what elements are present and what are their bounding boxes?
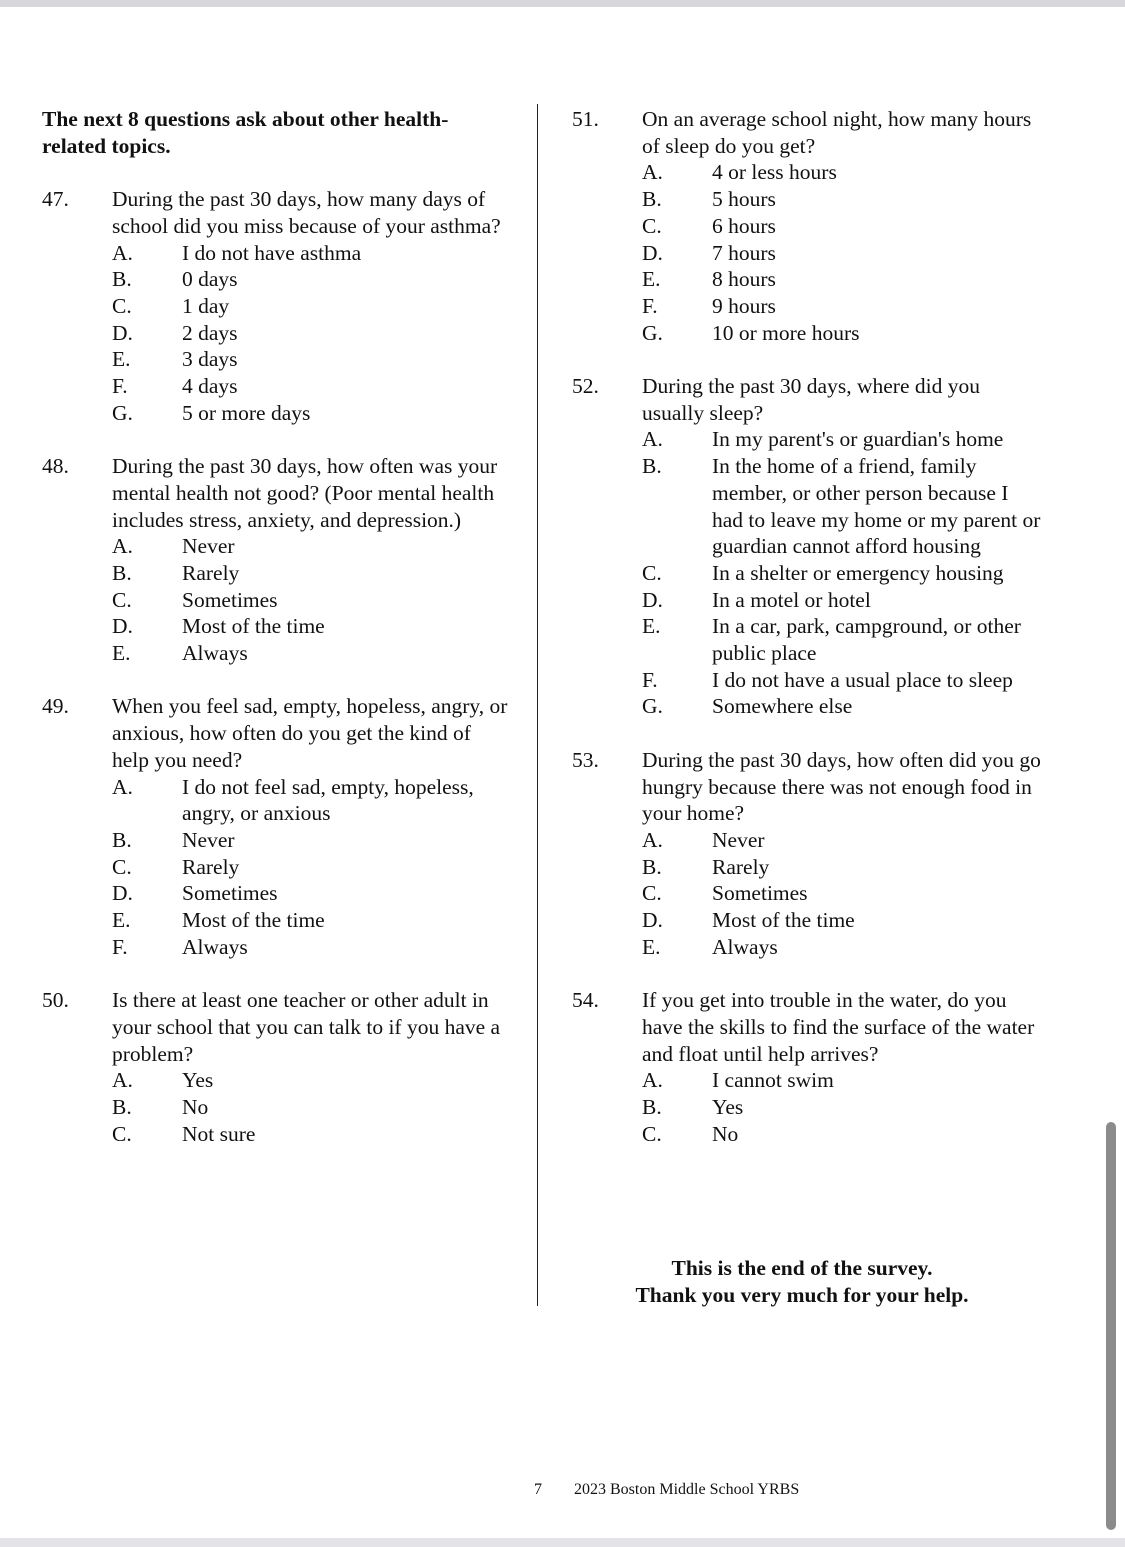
option-text: 5 or more days: [182, 400, 311, 425]
option-text: In my parent's or guardian's home: [712, 427, 1004, 452]
answer-option: [42, 266, 512, 293]
answer-option: [42, 346, 512, 373]
question-54: [572, 987, 1042, 1147]
option-letter: C.: [112, 854, 132, 879]
option-text: Always: [182, 641, 248, 666]
answer-option: [572, 1067, 1042, 1094]
question-number: 52.: [572, 374, 599, 399]
question-number: 49.: [42, 694, 69, 719]
option-letter: A.: [112, 774, 133, 799]
option-text: Always: [712, 934, 778, 959]
option-text: In a car, park, campground, or other public place: [712, 614, 1021, 666]
answer-option: [572, 426, 1042, 453]
right-questions: [572, 106, 1042, 1147]
column-divider: [537, 104, 538, 1306]
option-letter: D.: [112, 614, 133, 639]
option-letter: G.: [112, 400, 133, 425]
answer-option: [572, 1094, 1042, 1121]
question-number: 53.: [572, 747, 599, 772]
option-text: I do not feel sad, empty, hopeless, angry, or anxious: [182, 774, 474, 826]
option-letter: F.: [112, 374, 128, 399]
option-text: 6 hours: [712, 213, 776, 238]
option-letter: D.: [642, 587, 663, 612]
footer-title: 2023 Boston Middle School YRBS: [574, 1481, 800, 1498]
option-letter: F.: [642, 667, 658, 692]
option-letter: E.: [112, 641, 131, 666]
question-50: [42, 987, 512, 1147]
question-49: [42, 693, 512, 960]
answer-option: [42, 400, 512, 427]
option-text: I cannot swim: [712, 1068, 834, 1093]
option-text: Rarely: [712, 854, 770, 879]
option-text: Never: [182, 827, 235, 852]
option-text: Always: [182, 934, 248, 959]
answer-option: [42, 1094, 512, 1121]
answer-option: [42, 613, 512, 640]
option-letter: C.: [642, 560, 662, 585]
option-letter: G.: [642, 320, 663, 345]
option-text: Rarely: [182, 854, 240, 879]
option-letter: B.: [642, 454, 662, 479]
answer-option: [42, 880, 512, 907]
answer-option: [572, 613, 1042, 666]
answer-option: [572, 880, 1042, 907]
answer-option: [572, 320, 1042, 347]
question-header: [572, 373, 1042, 426]
option-letter: A.: [112, 240, 133, 265]
answer-option: [42, 1067, 512, 1094]
question-number: 47.: [42, 187, 69, 212]
option-letter: E.: [112, 908, 131, 933]
option-letter: A.: [642, 427, 663, 452]
option-letter: D.: [112, 881, 133, 906]
question-text: If you get into trouble in the water, do you have the skills to find the surface of the water and float until help arrives?: [642, 988, 1035, 1066]
answer-option: [572, 907, 1042, 934]
answer-option: [572, 587, 1042, 614]
option-text: No: [182, 1094, 209, 1119]
question-text: During the past 30 days, how many days of school did you miss because of your asthma?: [112, 187, 501, 238]
end-note-line-1: This is the end of the survey.: [671, 1256, 933, 1280]
option-letter: C.: [112, 293, 132, 318]
option-letter: D.: [642, 240, 663, 265]
option-text: Yes: [712, 1094, 744, 1119]
option-letter: C.: [112, 1121, 132, 1146]
answer-option: [572, 453, 1042, 560]
option-text: I do not have a usual place to sleep: [712, 667, 1013, 692]
question-number: 54.: [572, 988, 599, 1013]
answer-option: [42, 293, 512, 320]
question-header: [572, 106, 1042, 159]
question-header: [42, 987, 512, 1067]
option-letter: G.: [642, 694, 663, 719]
option-text: Sometimes: [182, 587, 278, 612]
answer-option: [572, 827, 1042, 854]
option-letter: C.: [642, 881, 662, 906]
option-text: 10 or more hours: [712, 320, 860, 345]
option-letter: E.: [642, 614, 661, 639]
option-text: 7 hours: [712, 240, 776, 265]
option-letter: C.: [642, 1121, 662, 1146]
option-text: Yes: [182, 1068, 214, 1093]
question-header: [572, 747, 1042, 827]
answer-option: [42, 320, 512, 347]
option-text: Sometimes: [712, 881, 808, 906]
option-text: Most of the time: [182, 908, 325, 933]
option-letter: A.: [642, 827, 663, 852]
question-47: [42, 186, 512, 426]
option-letter: B.: [642, 854, 662, 879]
question-52: [572, 373, 1042, 720]
option-letter: B.: [642, 1094, 662, 1119]
option-letter: A.: [642, 1068, 663, 1093]
answer-option: [42, 934, 512, 961]
answer-option: [42, 774, 512, 827]
option-text: Never: [712, 827, 765, 852]
option-text: In a motel or hotel: [712, 587, 871, 612]
option-text: 4 or less hours: [712, 160, 837, 185]
answer-option: [572, 667, 1042, 694]
option-letter: A.: [112, 1068, 133, 1093]
end-note-line-2: Thank you very much for your help.: [635, 1283, 969, 1307]
option-letter: A.: [642, 160, 663, 185]
answer-option: [42, 907, 512, 934]
question-text: When you feel sad, empty, hopeless, angry, or anxious, how often do you get the kind of help you need?: [112, 694, 508, 772]
option-text: 3 days: [182, 347, 238, 372]
option-text: I do not have asthma: [182, 240, 362, 265]
option-text: Somewhere else: [712, 694, 853, 719]
option-letter: D.: [112, 320, 133, 345]
answer-option: [42, 854, 512, 881]
question-51: [572, 106, 1042, 346]
answer-option: [42, 533, 512, 560]
answer-option: [42, 827, 512, 854]
viewer-bottom-bar: [0, 1538, 1125, 1547]
option-letter: C.: [112, 587, 132, 612]
question-text: During the past 30 days, how often did you go hungry because there was not enough food in your home?: [642, 747, 1041, 826]
answer-option: [572, 159, 1042, 186]
option-text: 1 day: [182, 293, 230, 318]
answer-option: [42, 640, 512, 667]
option-text: Sometimes: [182, 881, 278, 906]
option-letter: F.: [112, 934, 128, 959]
answer-option: [42, 373, 512, 400]
viewer-top-bar: [0, 0, 1125, 7]
question-48: [42, 453, 512, 667]
answer-option: [572, 213, 1042, 240]
answer-option: [572, 266, 1042, 293]
page-number: 7: [534, 1481, 542, 1498]
answer-option: [42, 240, 512, 267]
section-intro: The next 8 questions ask about other health-related topics.: [42, 107, 449, 158]
question-header: [42, 693, 512, 773]
question-number: 51.: [572, 107, 599, 131]
answer-option: [572, 560, 1042, 587]
option-text: 0 days: [182, 267, 238, 292]
answer-option: [572, 934, 1042, 961]
option-letter: C.: [642, 213, 662, 238]
question-number: 50.: [42, 988, 69, 1013]
option-letter: E.: [642, 267, 661, 292]
question-text: During the past 30 days, how often was your mental health not good? (Poor mental health includes stress, anxiety, and depression.): [112, 454, 498, 532]
answer-option: [572, 1121, 1042, 1148]
answer-option: [42, 560, 512, 587]
option-letter: F.: [642, 293, 658, 318]
answer-option: [572, 186, 1042, 213]
question-number: 48.: [42, 454, 69, 479]
end-of-survey-note: [572, 1255, 1032, 1309]
right-column: [572, 106, 1042, 1174]
option-text: In a shelter or emergency housing: [712, 560, 1004, 585]
question-header: [572, 987, 1042, 1067]
question-53: [572, 747, 1042, 961]
question-text: Is there at least one teacher or other adult in your school that you can talk to if you have a problem?: [112, 988, 501, 1066]
answer-option: [572, 240, 1042, 267]
option-letter: B.: [112, 1094, 132, 1119]
option-letter: D.: [642, 908, 663, 933]
answer-option: [42, 1121, 512, 1148]
answer-option: [572, 854, 1042, 881]
question-text: During the past 30 days, where did you usually sleep?: [642, 374, 980, 425]
option-text: In the home of a friend, family member, or other person because I had to leave my home or my parent or guardian cannot afford housing: [712, 454, 1041, 559]
option-text: Rarely: [182, 560, 240, 585]
option-text: Most of the time: [712, 908, 855, 933]
question-header: [42, 186, 512, 239]
option-text: 9 hours: [712, 293, 776, 318]
option-text: 5 hours: [712, 187, 776, 212]
answer-option: [42, 587, 512, 614]
option-text: 8 hours: [712, 267, 776, 292]
question-text: On an average school night, how many hours of sleep do you get?: [642, 107, 1032, 158]
option-text: 2 days: [182, 320, 238, 345]
left-column: [42, 106, 512, 1174]
question-header: [42, 453, 512, 533]
option-letter: B.: [112, 827, 132, 852]
option-text: Never: [182, 534, 235, 559]
option-letter: B.: [112, 267, 132, 292]
option-letter: E.: [112, 347, 131, 372]
option-text: Most of the time: [182, 614, 325, 639]
option-text: 4 days: [182, 374, 238, 399]
answer-option: [572, 693, 1042, 720]
option-letter: E.: [642, 934, 661, 959]
answer-option: [572, 293, 1042, 320]
scrollbar-thumb[interactable]: [1106, 1122, 1116, 1530]
option-text: No: [712, 1121, 739, 1146]
option-letter: B.: [642, 187, 662, 212]
option-letter: B.: [112, 560, 132, 585]
option-text: Not sure: [182, 1121, 256, 1146]
option-letter: A.: [112, 534, 133, 559]
left-questions: [42, 186, 512, 1147]
